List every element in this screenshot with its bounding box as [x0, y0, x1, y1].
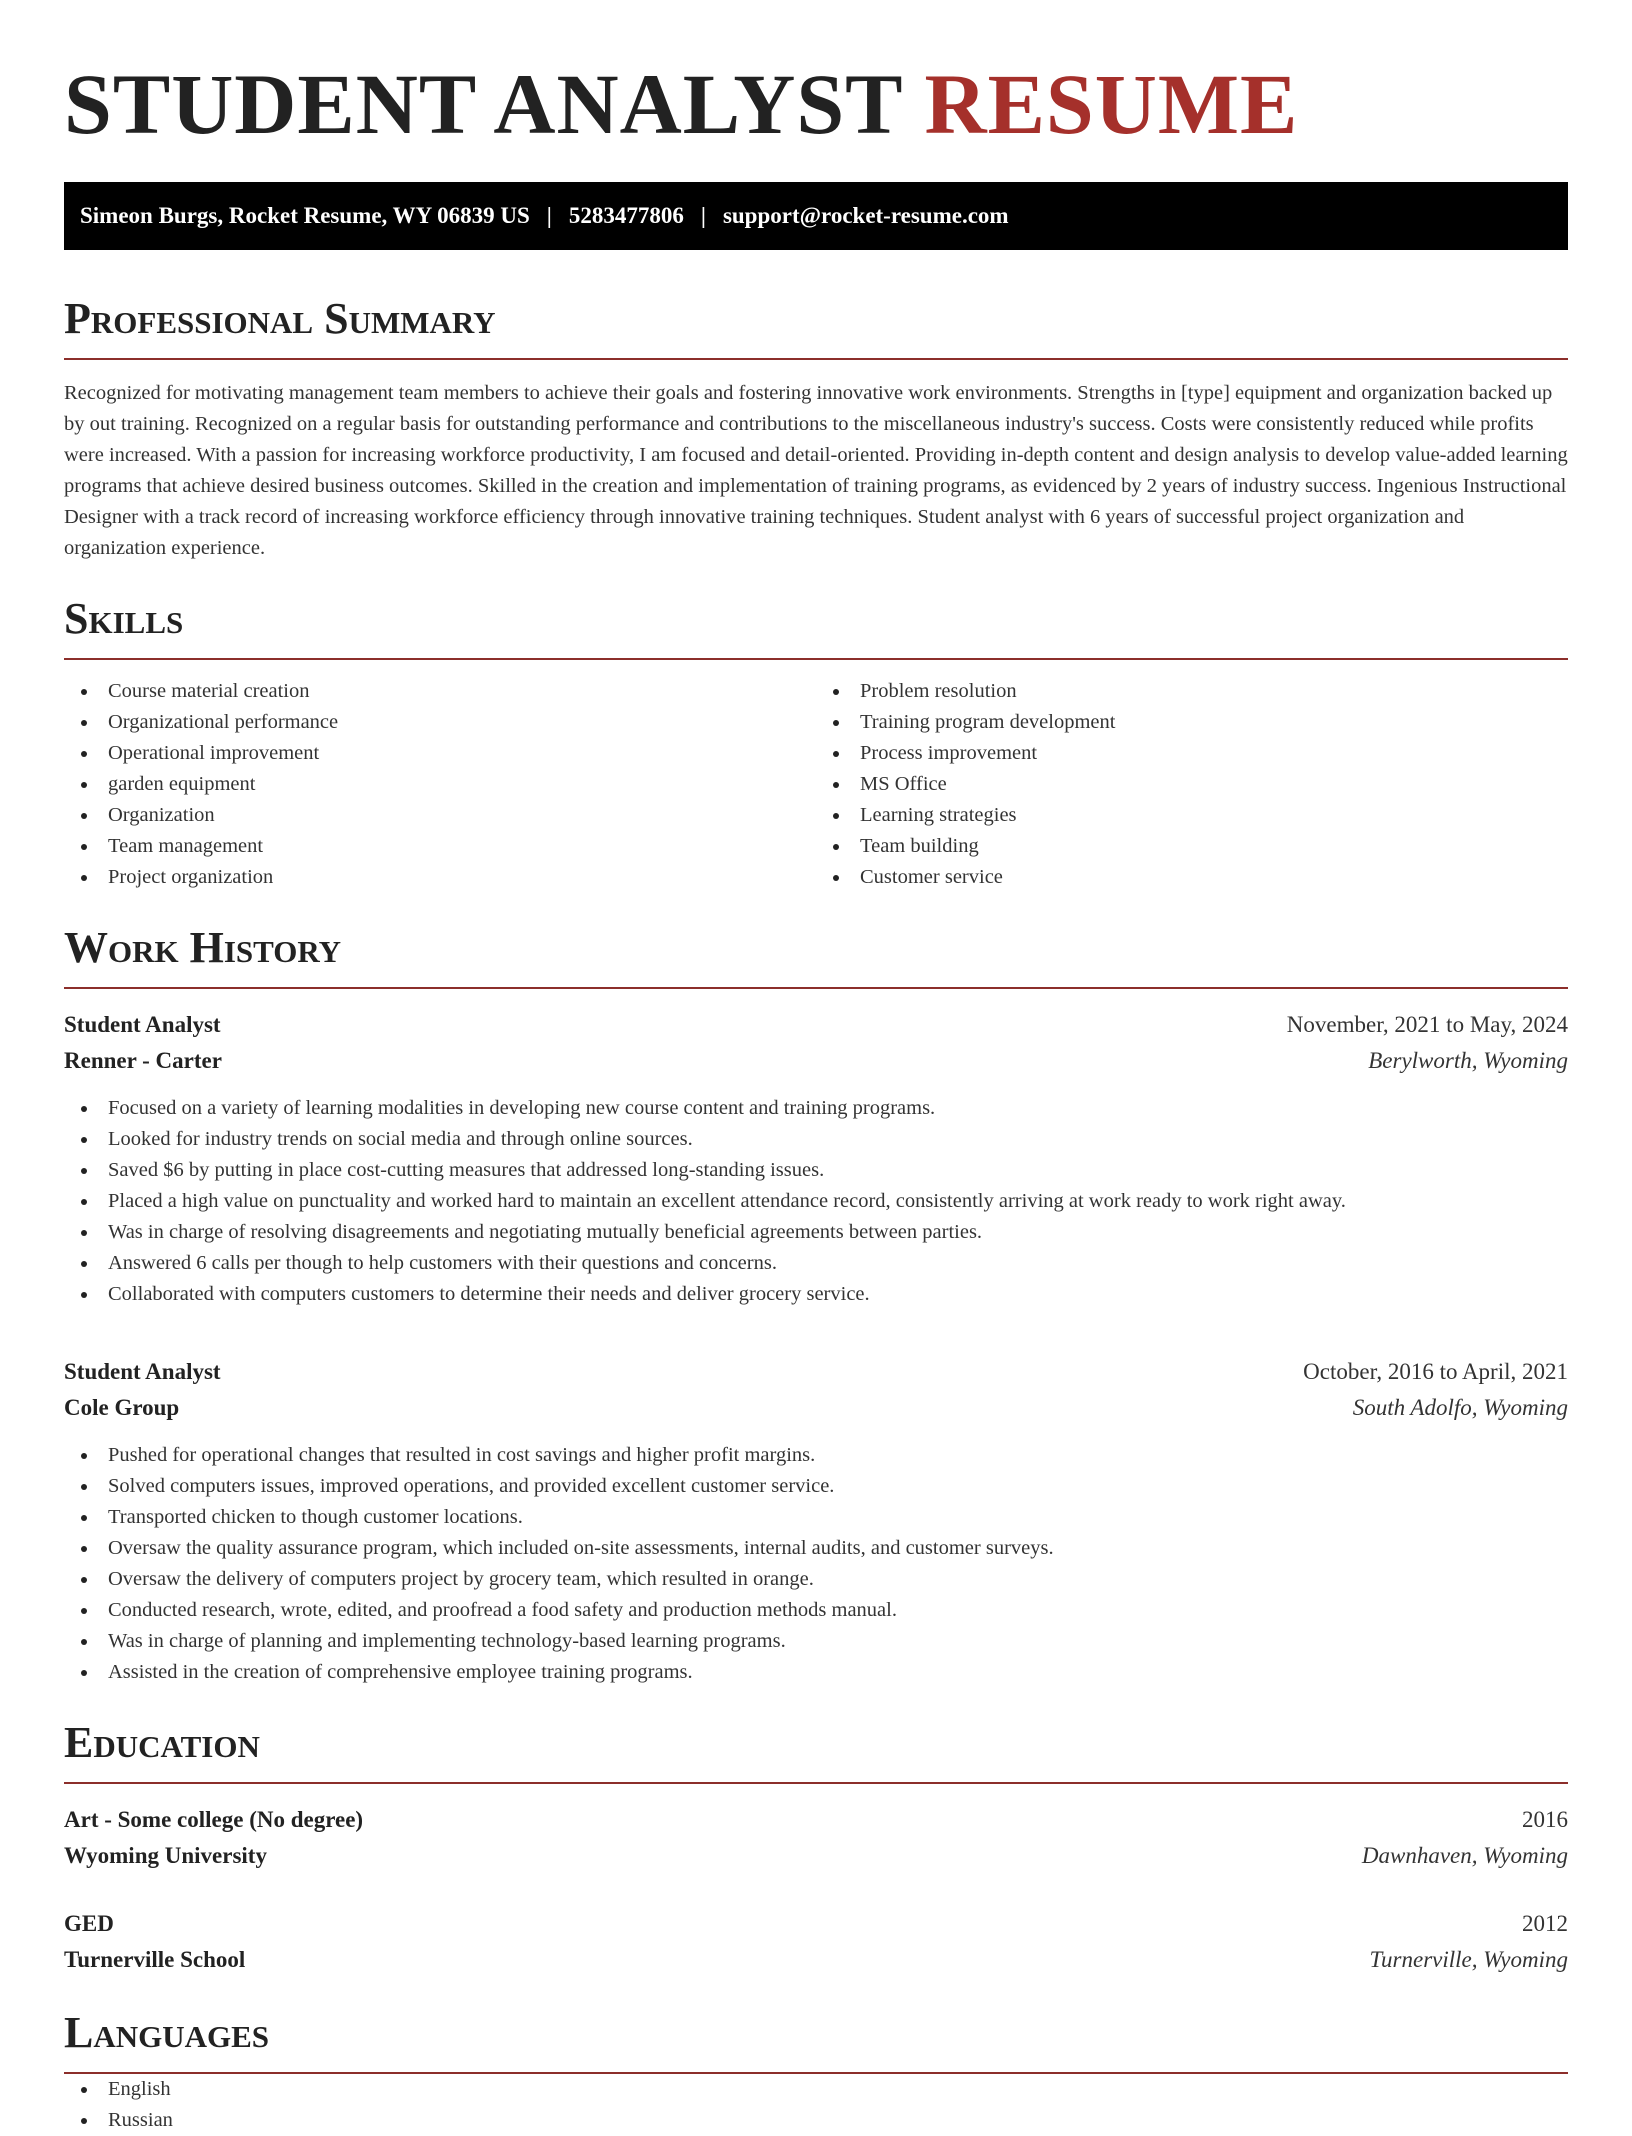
skill-item: MS Office [816, 769, 1568, 800]
job-bullet: Answered 6 calls per though to help customers with their questions and concerns. [64, 1248, 1568, 1279]
job-bullet: Was in charge of planning and implementing technology-based learning programs. [64, 1626, 1568, 1657]
skill-item: Course material creation [64, 676, 816, 707]
job-bullet: Oversaw the quality assurance program, which included on-site assessments, internal audits, and customer surveys. [64, 1533, 1568, 1564]
job-company: Renner - Carter [64, 1048, 222, 1073]
education-year: 2012 [1522, 1911, 1568, 1936]
education-location: Turnerville, Wyoming [1369, 1947, 1568, 1972]
education-degree-row [64, 1906, 1568, 1942]
job-header-row [64, 1007, 1568, 1043]
job-bullet: Placed a high value on punctuality and worked hard to maintain an excellent attendance record, consistently arriving at work ready to work right away. [64, 1186, 1568, 1217]
language-item: English [64, 2074, 1568, 2105]
skills-list-right [816, 676, 1568, 893]
job-dates: October, 2016 to April, 2021 [1303, 1359, 1568, 1384]
education-school: Wyoming University [64, 1843, 267, 1868]
education-degree: Art - Some college (No degree) [64, 1807, 364, 1832]
job-company: Cole Group [64, 1395, 180, 1420]
job-company-row [64, 1390, 1568, 1426]
skill-item: Learning strategies [816, 800, 1568, 831]
job-bullet: Conducted research, wrote, edited, and proofread a food safety and production methods manual. [64, 1595, 1568, 1626]
education-degree: GED [64, 1911, 114, 1936]
skill-item: Project organization [64, 862, 816, 893]
job-title: Student Analyst [64, 1359, 221, 1384]
section-heading-education: Education [64, 1718, 1568, 1784]
education-school-row [64, 1838, 1568, 1874]
job-header-row [64, 1354, 1568, 1390]
education-location: Dawnhaven, Wyoming [1361, 1843, 1568, 1868]
skill-item: Process improvement [816, 738, 1568, 769]
skill-item: Problem resolution [816, 676, 1568, 707]
section-heading-work-history: Work History [64, 923, 1568, 989]
education-school: Turnerville School [64, 1947, 246, 1972]
job-bullet: Was in charge of resolving disagreements and negotiating mutually beneficial agreements between parties. [64, 1217, 1568, 1248]
education-school-row [64, 1942, 1568, 1978]
contact-email: support@rocket-resume.com [722, 203, 1009, 228]
skill-item: Organization [64, 800, 816, 831]
job-location: South Adolfo, Wyoming [1352, 1395, 1568, 1420]
contact-bar [64, 182, 1568, 250]
job-title: Student Analyst [64, 1012, 221, 1037]
contact-separator: | [700, 203, 706, 228]
job-bullets [64, 1440, 1568, 1688]
skills-list-left [64, 676, 816, 893]
job-bullet: Saved $6 by putting in place cost-cutting measures that addressed long-standing issues. [64, 1155, 1568, 1186]
resume-title [64, 0, 1568, 152]
skill-item: Team management [64, 831, 816, 862]
language-item: Russian [64, 2105, 1568, 2136]
skill-item: Team building [816, 831, 1568, 862]
skills-columns [64, 676, 1568, 893]
contact-separator: | [546, 203, 552, 228]
contact-phone: 5283477806 [568, 203, 684, 228]
skill-item: garden equipment [64, 769, 816, 800]
summary-text: Recognized for motivating management team members to achieve their goals and fostering innovative work environments. Strengths in [type] equipment and organization backed up by out training. Recognized on a regular basis for outstanding performance and contributions to the miscellaneous industry's success. Costs were consistently reduced while profits were increased. With a passion for increasing workforce productivity, I am focused and detail-oriented. Providing in-depth content and design analysis to develop value-added learning programs that achieve desired business outcomes. Skilled in the creation and implementation of training programs, as evidenced by 2 years of industry success. Ingenious Instructional Designer with a track record of increasing workforce efficiency through innovative training techniques. Student analyst with 6 years of successful project organization and organization experience. [64, 382, 1568, 559]
education-entry [64, 1906, 1568, 1978]
skill-item: Training program development [816, 707, 1568, 738]
education-year: 2016 [1522, 1807, 1568, 1832]
title-main: STUDENT ANALYST [64, 56, 902, 152]
job-bullet: Collaborated with computers customers to determine their needs and deliver grocery service. [64, 1279, 1568, 1310]
section-heading-summary: Professional Summary [64, 294, 1568, 360]
job-company-row [64, 1043, 1568, 1079]
education-degree-row [64, 1802, 1568, 1838]
job-bullet: Focused on a variety of learning modalities in developing new course content and training programs. [64, 1093, 1568, 1124]
job-bullet: Looked for industry trends on social media and through online sources. [64, 1124, 1568, 1155]
job-dates: November, 2021 to May, 2024 [1286, 1012, 1568, 1037]
contact-address: Simeon Burgs, Rocket Resume, WY 06839 US [80, 203, 530, 228]
education-entry [64, 1802, 1568, 1874]
job-bullet: Oversaw the delivery of computers project by grocery team, which resulted in orange. [64, 1564, 1568, 1595]
job-bullet: Transported chicken to though customer locations. [64, 1502, 1568, 1533]
skill-item: Customer service [816, 862, 1568, 893]
title-accent: RESUME [924, 56, 1299, 152]
section-heading-languages: Languages [64, 2008, 1568, 2074]
languages-list [64, 2074, 1568, 2136]
skill-item: Operational improvement [64, 738, 816, 769]
job-entry [64, 1354, 1568, 1688]
job-location: Berylworth, Wyoming [1368, 1048, 1568, 1073]
job-bullets [64, 1093, 1568, 1310]
skill-item: Organizational performance [64, 707, 816, 738]
job-entry [64, 1007, 1568, 1310]
section-heading-skills: Skills [64, 594, 1568, 660]
job-bullet: Pushed for operational changes that resulted in cost savings and higher profit margins. [64, 1440, 1568, 1471]
job-bullet: Assisted in the creation of comprehensive employee training programs. [64, 1657, 1568, 1688]
job-bullet: Solved computers issues, improved operations, and provided excellent customer service. [64, 1471, 1568, 1502]
